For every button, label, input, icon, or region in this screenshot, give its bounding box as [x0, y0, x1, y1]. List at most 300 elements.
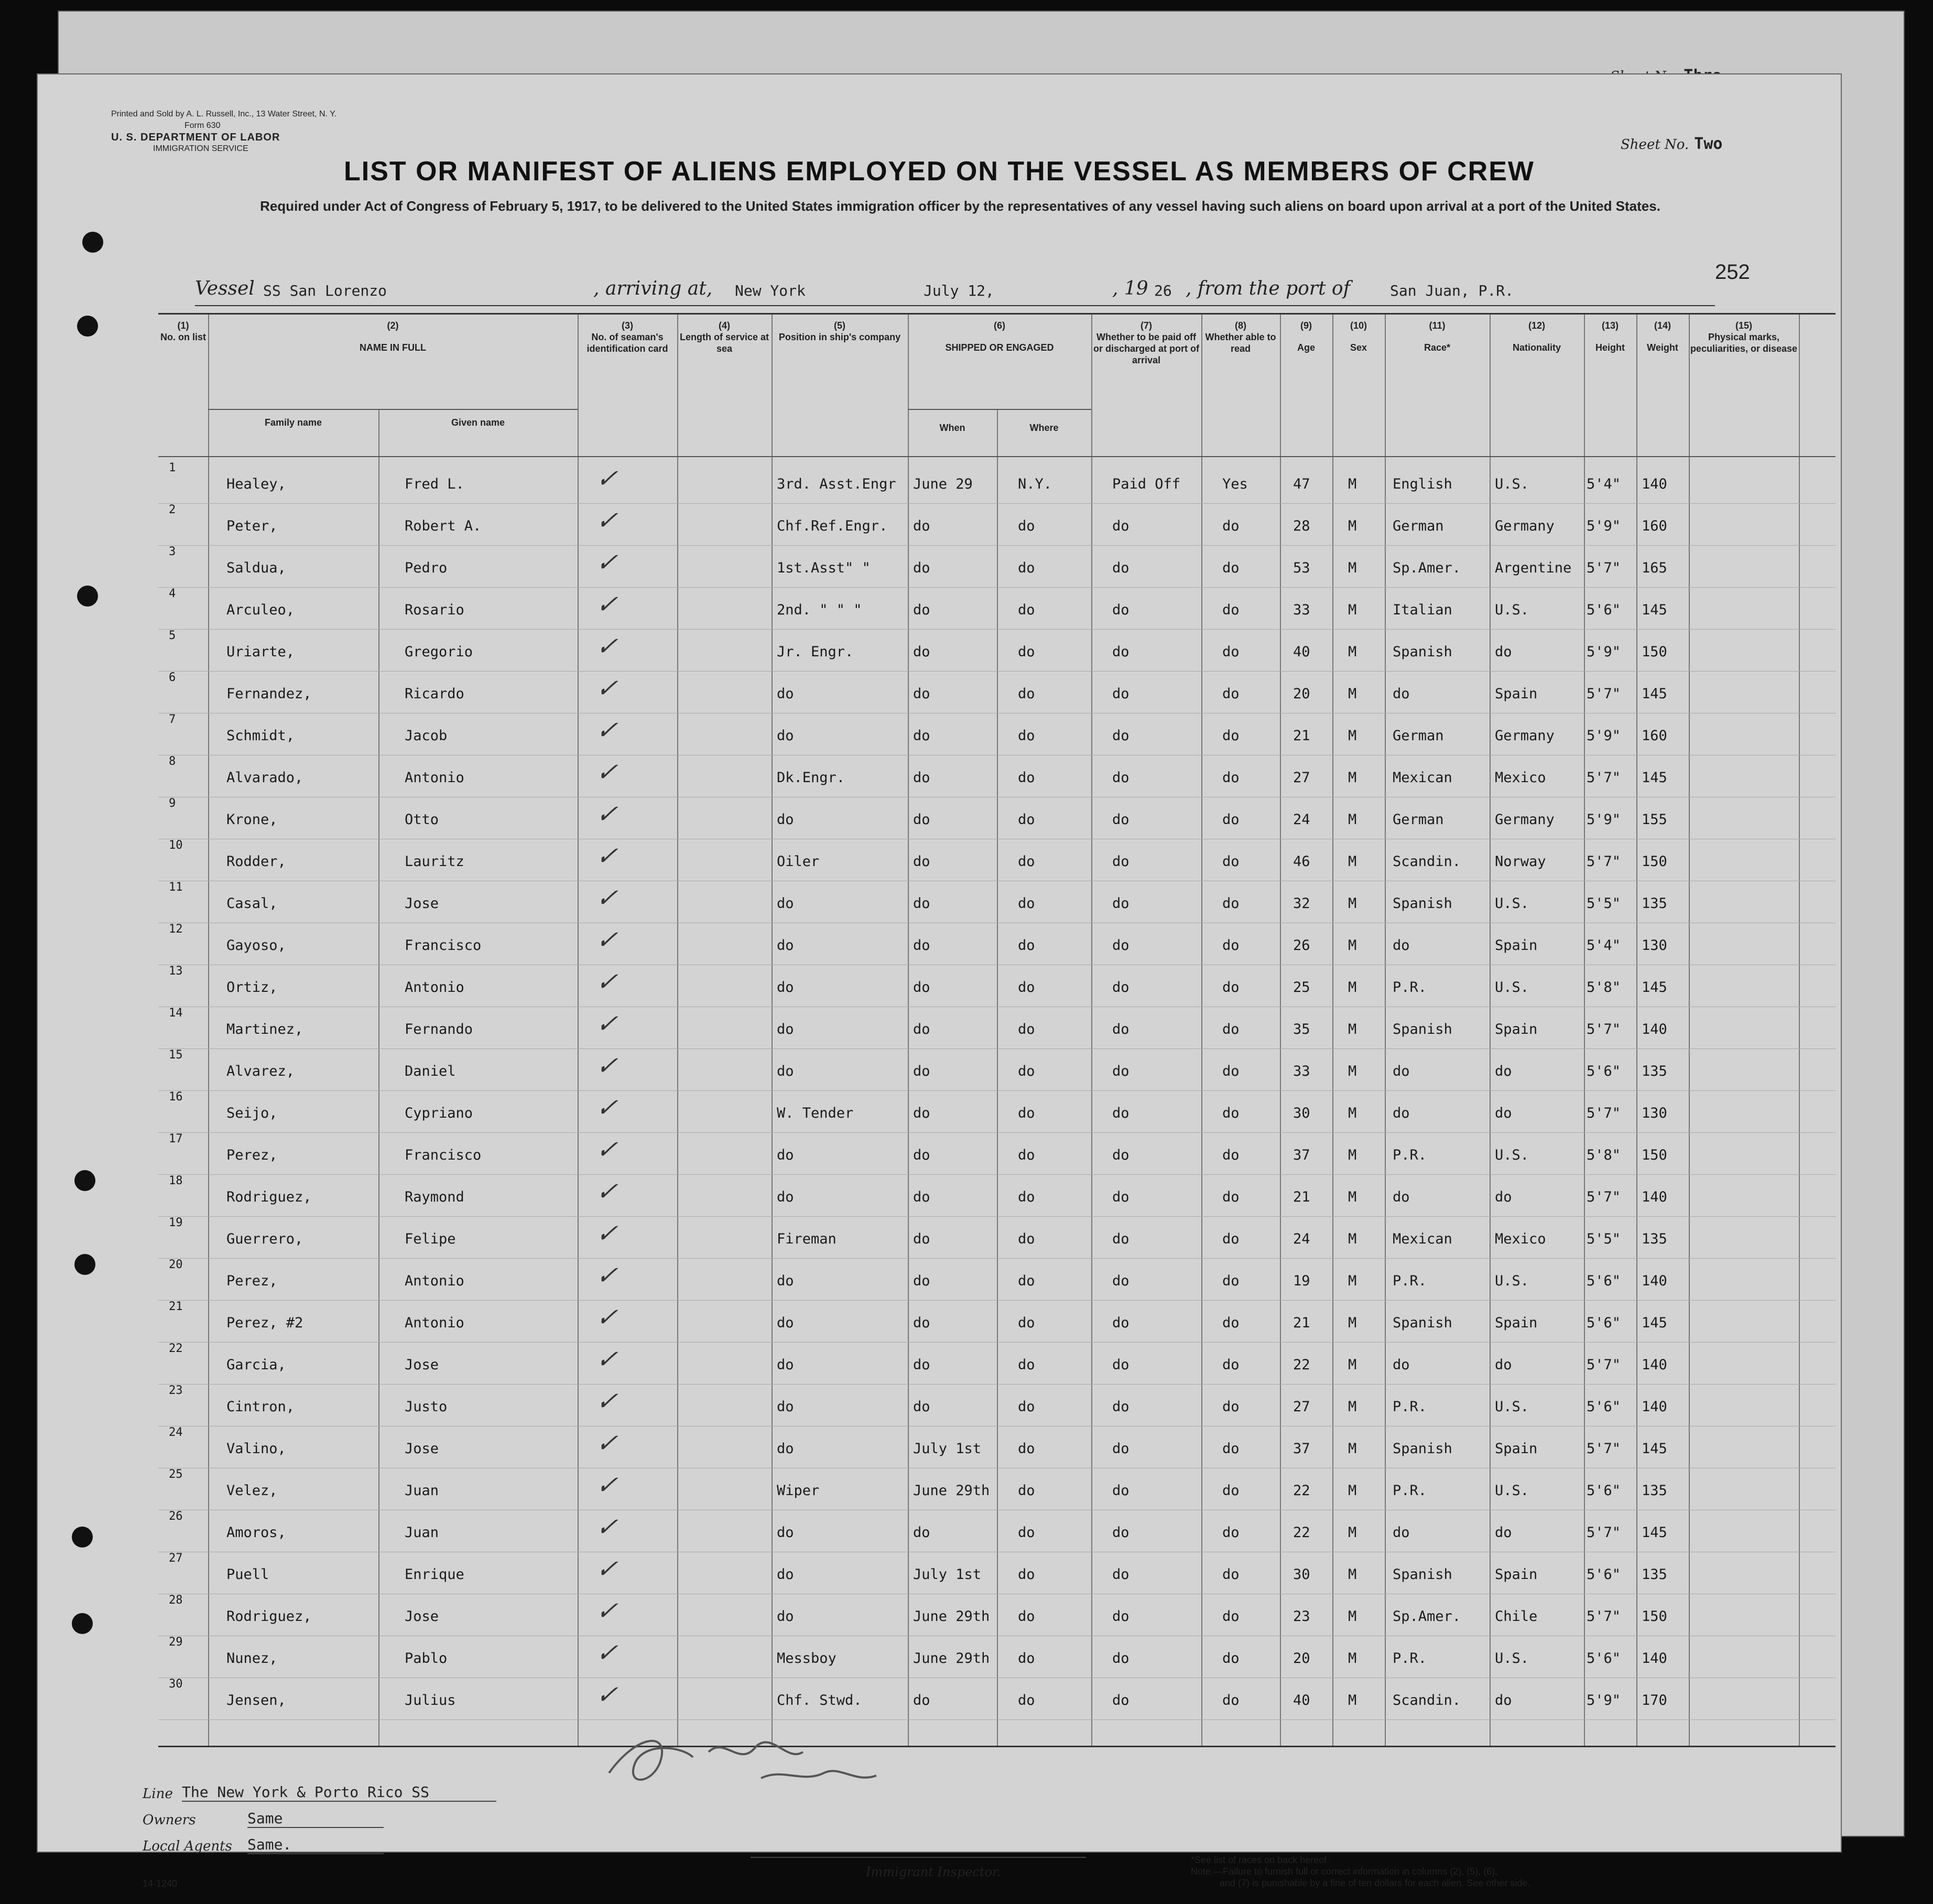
row-rule	[158, 1719, 1836, 1720]
shipped-when-cell: do	[913, 1021, 930, 1037]
row-number-cell: 18	[169, 1174, 183, 1187]
shipped-where-cell: do	[1018, 1147, 1035, 1163]
race-cell: Spanish	[1393, 1566, 1452, 1583]
family-name-cell: Schmidt,	[226, 728, 295, 744]
sex-cell: M	[1348, 1566, 1357, 1583]
where-header: Where	[1029, 423, 1059, 433]
position-cell: Oiler	[777, 853, 820, 870]
col11-header: (11) Race*	[1424, 320, 1451, 353]
shipped-header-rule	[908, 409, 1091, 410]
sex-cell: M	[1348, 853, 1357, 870]
position-cell: Chf. Stwd.	[777, 1692, 862, 1708]
age-cell: 19	[1293, 1273, 1310, 1289]
nationality-cell: U.S.	[1495, 979, 1529, 996]
shipped-when-cell: June 29th	[913, 1483, 990, 1499]
weight-cell: 140	[1642, 1189, 1667, 1205]
shipped-where-cell: do	[1018, 602, 1035, 618]
row-rule	[158, 1300, 1836, 1301]
sex-cell: M	[1348, 728, 1357, 744]
position-cell: Dk.Engr.	[777, 770, 845, 786]
row-number-cell: 19	[169, 1216, 183, 1229]
arriving-label: , arriving at,	[593, 278, 713, 299]
age-cell: 22	[1293, 1483, 1310, 1499]
able-to-read-cell: do	[1222, 728, 1240, 744]
race-cell: Scandin.	[1393, 1692, 1461, 1708]
height-cell: 5'8"	[1587, 979, 1621, 996]
able-to-read-cell: do	[1222, 1315, 1240, 1331]
row-number-cell: 21	[169, 1300, 183, 1313]
shipped-where-cell: do	[1018, 895, 1035, 912]
height-cell: 5'7"	[1587, 686, 1621, 702]
height-cell: 5'6"	[1587, 1063, 1621, 1079]
check-mark-icon: ✓	[593, 1596, 625, 1626]
row-rule	[158, 1048, 1836, 1049]
given-name-cell: Justo	[405, 1399, 448, 1415]
given-name-cell: Jose	[405, 895, 439, 912]
nationality-cell: Spain	[1495, 1021, 1538, 1037]
able-to-read-cell: do	[1222, 644, 1240, 660]
given-name-cell: Raymond	[405, 1189, 464, 1205]
position-cell: do	[777, 686, 794, 702]
nationality-cell: U.S.	[1495, 1650, 1529, 1667]
sex-cell: M	[1348, 1315, 1357, 1331]
age-cell: 21	[1293, 1315, 1310, 1331]
able-to-read-cell: do	[1222, 1231, 1240, 1247]
position-cell: do	[777, 812, 794, 828]
check-mark-icon: ✓	[593, 758, 625, 787]
nationality-cell: do	[1495, 1357, 1512, 1373]
given-name-cell: Francisco	[405, 1147, 482, 1163]
column-divider	[677, 315, 678, 1746]
shipped-when-cell: July 1st	[913, 1566, 982, 1583]
nationality-cell: Chile	[1495, 1608, 1538, 1625]
race-cell: P.R.	[1393, 1399, 1427, 1415]
weight-cell: 170	[1642, 1692, 1667, 1708]
race-cell: do	[1393, 1524, 1410, 1541]
sex-cell: M	[1348, 1524, 1357, 1541]
age-cell: 33	[1293, 602, 1310, 618]
paid-off-cell: do	[1112, 1483, 1130, 1499]
height-cell: 5'9"	[1587, 518, 1621, 534]
row-number-cell: 1	[169, 461, 176, 474]
age-cell: 27	[1293, 1399, 1310, 1415]
shipped-where-cell: do	[1018, 1273, 1035, 1289]
position-cell: do	[777, 1441, 794, 1457]
row-number-cell: 10	[169, 839, 183, 852]
given-name-header: Given name	[451, 417, 505, 428]
paid-off-cell: do	[1112, 1021, 1130, 1037]
paid-off-cell: Paid Off	[1112, 476, 1181, 492]
nationality-cell: do	[1495, 1524, 1512, 1541]
height-cell: 5'7"	[1587, 1608, 1621, 1625]
given-name-cell: Pablo	[405, 1650, 448, 1667]
race-cell: Spanish	[1393, 1021, 1452, 1037]
shipped-when-cell: do	[913, 1105, 930, 1121]
paid-off-cell: do	[1112, 1692, 1130, 1708]
age-cell: 46	[1293, 853, 1310, 870]
family-name-cell: Seijo,	[226, 1105, 278, 1121]
height-cell: 5'9"	[1587, 644, 1621, 660]
paid-off-cell: do	[1112, 1315, 1130, 1331]
given-name-cell: Lauritz	[405, 853, 464, 870]
shipped-where-cell: do	[1018, 1608, 1035, 1625]
check-mark-icon: ✓	[593, 548, 625, 577]
age-cell: 27	[1293, 770, 1310, 786]
given-name-cell: Fernando	[405, 1021, 473, 1037]
row-rule	[158, 1216, 1836, 1217]
family-name-cell: Perez,	[226, 1147, 278, 1163]
row-number-cell: 4	[169, 587, 176, 600]
nationality-cell: U.S.	[1495, 1483, 1529, 1499]
able-to-read-cell: do	[1222, 560, 1240, 576]
race-cell: Spanish	[1393, 1315, 1452, 1331]
arrival-date: July 12,	[924, 282, 994, 299]
paid-off-cell: do	[1112, 1147, 1130, 1163]
height-cell: 5'6"	[1587, 1399, 1621, 1415]
position-cell: 1st.Asst" "	[777, 560, 871, 576]
shipped-when-cell: do	[913, 1231, 930, 1247]
given-name-cell: Ricardo	[405, 686, 464, 702]
height-cell: 5'7"	[1587, 1524, 1621, 1541]
shipped-when-cell: June 29th	[913, 1650, 990, 1667]
sex-cell: M	[1348, 1273, 1357, 1289]
shipped-where-cell: do	[1018, 1315, 1035, 1331]
shipped-where-cell: do	[1018, 1650, 1035, 1667]
height-cell: 5'6"	[1587, 1566, 1621, 1583]
height-cell: 5'7"	[1587, 1441, 1621, 1457]
able-to-read-cell: do	[1222, 1483, 1240, 1499]
family-name-cell: Nunez,	[226, 1650, 278, 1667]
row-number-cell: 11	[169, 881, 183, 894]
race-cell: do	[1393, 1357, 1410, 1373]
shipped-where-cell: do	[1018, 1105, 1035, 1121]
paid-off-cell: do	[1112, 644, 1130, 660]
able-to-read-cell: do	[1222, 1357, 1240, 1373]
age-cell: 30	[1293, 1105, 1310, 1121]
shipped-when-cell: do	[913, 1315, 930, 1331]
column-divider	[1689, 315, 1690, 1746]
paid-off-cell: do	[1112, 937, 1130, 954]
name-subdivider	[378, 409, 379, 1746]
height-cell: 5'7"	[1587, 770, 1621, 786]
race-cell: Spanish	[1393, 1441, 1452, 1457]
age-cell: 24	[1293, 812, 1310, 828]
shipped-when-cell: do	[913, 1399, 930, 1415]
position-cell: do	[777, 1399, 794, 1415]
given-name-cell: Antonio	[405, 770, 464, 786]
height-cell: 5'9"	[1587, 812, 1621, 828]
given-name-cell: Antonio	[405, 979, 464, 996]
paid-off-cell: do	[1112, 1273, 1130, 1289]
age-cell: 47	[1293, 476, 1310, 492]
row-rule	[158, 587, 1836, 588]
family-name-cell: Jensen,	[226, 1692, 286, 1708]
weight-cell: 140	[1642, 1399, 1667, 1415]
from-label: , from the port of	[1186, 278, 1350, 299]
height-cell: 5'7"	[1587, 1021, 1621, 1037]
weight-cell: 140	[1642, 1650, 1667, 1667]
check-mark-icon: ✓	[593, 506, 625, 535]
shipped-where-cell: N.Y.	[1018, 476, 1052, 492]
shipped-where-cell: do	[1018, 1566, 1035, 1583]
able-to-read-cell: do	[1222, 1105, 1240, 1121]
position-cell: do	[777, 1315, 794, 1331]
age-cell: 37	[1293, 1147, 1310, 1163]
given-name-cell: Jose	[405, 1441, 439, 1457]
nationality-cell: do	[1495, 1692, 1512, 1708]
row-number-cell: 25	[169, 1468, 183, 1481]
row-number-cell: 12	[169, 923, 183, 936]
check-mark-icon: ✓	[593, 1470, 625, 1500]
shipped-where-cell: do	[1018, 1231, 1035, 1247]
inspector-label: Immigrant Inspector.	[866, 1865, 1001, 1879]
sex-cell: M	[1348, 686, 1357, 702]
age-cell: 23	[1293, 1608, 1310, 1625]
shipped-where-cell: do	[1018, 1692, 1035, 1708]
check-mark-icon: ✓	[593, 632, 625, 661]
position-cell: Messboy	[777, 1650, 837, 1667]
position-cell: do	[777, 728, 794, 744]
nationality-cell: Mexico	[1495, 770, 1546, 786]
given-name-cell: Cypriano	[405, 1105, 473, 1121]
check-mark-icon: ✓	[593, 1177, 625, 1206]
service: IMMIGRATION SERVICE	[153, 144, 248, 153]
nationality-cell: Spain	[1495, 1566, 1538, 1583]
shipped-where-cell: do	[1018, 979, 1035, 996]
check-mark-icon: ✓	[593, 1638, 625, 1668]
able-to-read-cell: do	[1222, 1650, 1240, 1667]
punch-hole	[74, 1254, 95, 1275]
shipped-when-cell: June 29	[913, 476, 973, 492]
shipped-where-cell: do	[1018, 937, 1035, 954]
nationality-cell: Germany	[1495, 728, 1555, 744]
nationality-cell: U.S.	[1495, 1147, 1529, 1163]
race-cell: do	[1393, 1189, 1410, 1205]
age-cell: 26	[1293, 937, 1310, 954]
weight-cell: 145	[1642, 602, 1667, 618]
sex-cell: M	[1348, 1063, 1357, 1079]
given-name-cell: Jacob	[405, 728, 448, 744]
age-cell: 22	[1293, 1357, 1310, 1373]
family-name-cell: Healey,	[226, 476, 286, 492]
weight-cell: 160	[1642, 728, 1667, 744]
vessel-name: SS San Lorenzo	[263, 282, 387, 299]
sex-cell: M	[1348, 518, 1357, 534]
family-name-cell: Cintron,	[226, 1399, 295, 1415]
family-name-cell: Krone,	[226, 812, 278, 828]
column-divider	[1584, 315, 1585, 1746]
shipped-when-cell: do	[913, 1147, 930, 1163]
race-cell: do	[1393, 1063, 1410, 1079]
weight-cell: 130	[1642, 1105, 1667, 1121]
form-code: 14-1240	[143, 1878, 178, 1889]
race-cell: do	[1393, 1105, 1410, 1121]
shipped-where-cell: do	[1018, 686, 1035, 702]
age-cell: 21	[1293, 1189, 1310, 1205]
sex-cell: M	[1348, 1608, 1357, 1625]
age-cell: 21	[1293, 728, 1310, 744]
able-to-read-cell: do	[1222, 1566, 1240, 1583]
height-cell: 5'6"	[1587, 1273, 1621, 1289]
col5-header: (5) Position in ship's company	[778, 320, 901, 342]
row-number-cell: 27	[169, 1552, 183, 1565]
from-port: San Juan, P.R.	[1390, 282, 1514, 299]
weight-cell: 140	[1642, 1021, 1667, 1037]
sex-cell: M	[1348, 812, 1357, 828]
family-name-cell: Perez,	[226, 1273, 278, 1289]
position-cell: 2nd. " " "	[777, 602, 862, 618]
age-cell: 25	[1293, 979, 1310, 996]
column-divider	[1201, 315, 1202, 1746]
height-cell: 5'9"	[1587, 728, 1621, 744]
family-name-cell: Arculeo,	[226, 602, 295, 618]
nationality-cell: U.S.	[1495, 476, 1529, 492]
paid-off-cell: do	[1112, 770, 1130, 786]
weight-cell: 165	[1642, 560, 1667, 576]
column-divider	[1490, 315, 1491, 1746]
shipped-when-cell: do	[913, 937, 930, 954]
race-cell: P.R.	[1393, 1147, 1427, 1163]
check-mark-icon: ✓	[593, 590, 625, 619]
weight-cell: 145	[1642, 979, 1667, 996]
row-number-cell: 13	[169, 965, 183, 978]
shipped-subdivider	[997, 409, 998, 1746]
family-name-cell: Gayoso,	[226, 937, 286, 954]
shipped-where-cell: do	[1018, 1441, 1035, 1457]
family-name-cell: Rodriguez,	[226, 1608, 312, 1625]
race-cell: Mexican	[1393, 770, 1452, 786]
able-to-read-cell: do	[1222, 812, 1240, 828]
paid-off-cell: do	[1112, 602, 1130, 618]
col2-header: (2) NAME IN FULL	[360, 320, 426, 353]
given-name-cell: Robert A.	[405, 518, 482, 534]
paid-off-cell: do	[1112, 895, 1130, 912]
height-cell: 5'6"	[1587, 1315, 1621, 1331]
row-rule	[158, 545, 1836, 546]
nationality-cell: U.S.	[1495, 602, 1529, 618]
shipped-where-cell: do	[1018, 518, 1035, 534]
shipped-when-cell: do	[913, 1063, 930, 1079]
race-cell: Italian	[1393, 602, 1452, 618]
row-number-cell: 22	[169, 1342, 183, 1355]
row-rule	[158, 1174, 1836, 1175]
weight-cell: 140	[1642, 1357, 1667, 1373]
able-to-read-cell: do	[1222, 602, 1240, 618]
able-to-read-cell: do	[1222, 1063, 1240, 1079]
printer-line: Printed and Sold by A. L. Russell, Inc., 13 Water Street, N. Y.	[111, 110, 337, 118]
shipped-when-cell: do	[913, 602, 930, 618]
able-to-read-cell: do	[1222, 518, 1240, 534]
given-name-cell: Juan	[405, 1524, 439, 1541]
age-cell: 28	[1293, 518, 1310, 534]
check-mark-icon: ✓	[593, 1429, 625, 1458]
shipped-when-cell: do	[913, 1357, 930, 1373]
family-name-cell: Garcia,	[226, 1357, 286, 1373]
shipped-when-cell: do	[913, 1524, 930, 1541]
weight-cell: 150	[1642, 1147, 1667, 1163]
check-mark-icon: ✓	[593, 464, 625, 493]
family-name-cell: Alvarez,	[226, 1063, 295, 1079]
manifest-sheet	[37, 73, 1842, 1889]
age-cell: 37	[1293, 1441, 1310, 1457]
able-to-read-cell: do	[1222, 1441, 1240, 1457]
shipped-when-cell: do	[913, 979, 930, 996]
given-name-cell: Jose	[405, 1357, 439, 1373]
check-mark-icon: ✓	[593, 1303, 625, 1332]
given-name-cell: Jose	[405, 1608, 439, 1625]
arrival-year: 26	[1154, 282, 1172, 299]
check-mark-icon: ✓	[593, 1680, 625, 1710]
family-name-cell: Perez, #2	[226, 1315, 303, 1331]
paid-off-cell: do	[1112, 728, 1130, 744]
race-cell: Sp.Amer.	[1393, 1608, 1461, 1625]
race-cell: Spanish	[1393, 644, 1452, 660]
given-name-cell: Antonio	[405, 1273, 464, 1289]
row-number-cell: 30	[169, 1678, 183, 1691]
age-cell: 40	[1293, 1692, 1310, 1708]
position-cell: Fireman	[777, 1231, 837, 1247]
shipped-when-cell: do	[913, 560, 930, 576]
given-name-cell: Daniel	[405, 1063, 456, 1079]
paid-off-cell: do	[1112, 1566, 1130, 1583]
family-name-header: Family name	[264, 417, 322, 428]
able-to-read-cell: do	[1222, 853, 1240, 870]
able-to-read-cell: do	[1222, 1147, 1240, 1163]
paid-off-cell: do	[1112, 1608, 1130, 1625]
page-number: 252	[1715, 261, 1750, 284]
paid-off-cell: do	[1112, 560, 1130, 576]
paid-off-cell: do	[1112, 812, 1130, 828]
page-title: LIST OR MANIFEST OF ALIENS EMPLOYED ON THE VESSEL AS MEMBERS OF CREW	[344, 156, 1535, 187]
owners-value: Same	[247, 1810, 384, 1828]
nationality-cell: Germany	[1495, 518, 1555, 534]
check-mark-icon: ✓	[593, 1009, 625, 1038]
height-cell: 5'7"	[1587, 1105, 1621, 1121]
row-number-cell: 29	[169, 1636, 183, 1649]
family-name-cell: Valino,	[226, 1441, 286, 1457]
age-cell: 33	[1293, 1063, 1310, 1079]
paid-off-cell: do	[1112, 1063, 1130, 1079]
footnote: *See list of races on back hereof. Note.—Failure to furnish full or correct information in columns (2), (5), (6), and (7) is punishable by a fine of ten dollars for each alien. See other side.	[1191, 1855, 1530, 1888]
weight-cell: 150	[1642, 853, 1667, 870]
race-cell: German	[1393, 518, 1444, 534]
position-cell: do	[777, 979, 794, 996]
age-cell: 20	[1293, 686, 1310, 702]
column-divider	[1799, 315, 1800, 1746]
able-to-read-cell: do	[1222, 1608, 1240, 1625]
weight-cell: 135	[1642, 1063, 1667, 1079]
able-to-read-cell: do	[1222, 895, 1240, 912]
column-divider	[908, 315, 909, 1746]
row-number-cell: 15	[169, 1048, 183, 1062]
row-number-cell: 23	[169, 1384, 183, 1397]
age-cell: 35	[1293, 1021, 1310, 1037]
nationality-cell: U.S.	[1495, 895, 1529, 912]
check-mark-icon: ✓	[593, 967, 625, 997]
shipped-where-cell: do	[1018, 728, 1035, 744]
given-name-cell: Felipe	[405, 1231, 456, 1247]
height-cell: 5'7"	[1587, 1189, 1621, 1205]
shipped-where-cell: do	[1018, 1021, 1035, 1037]
column-divider	[1636, 315, 1637, 1746]
nationality-cell: do	[1495, 644, 1512, 660]
column-divider	[1385, 315, 1386, 1746]
nationality-cell: U.S.	[1495, 1273, 1529, 1289]
row-number-cell: 6	[169, 671, 176, 684]
sex-cell: M	[1348, 476, 1357, 492]
race-cell: Sp.Amer.	[1393, 560, 1461, 576]
race-cell: do	[1393, 937, 1410, 954]
